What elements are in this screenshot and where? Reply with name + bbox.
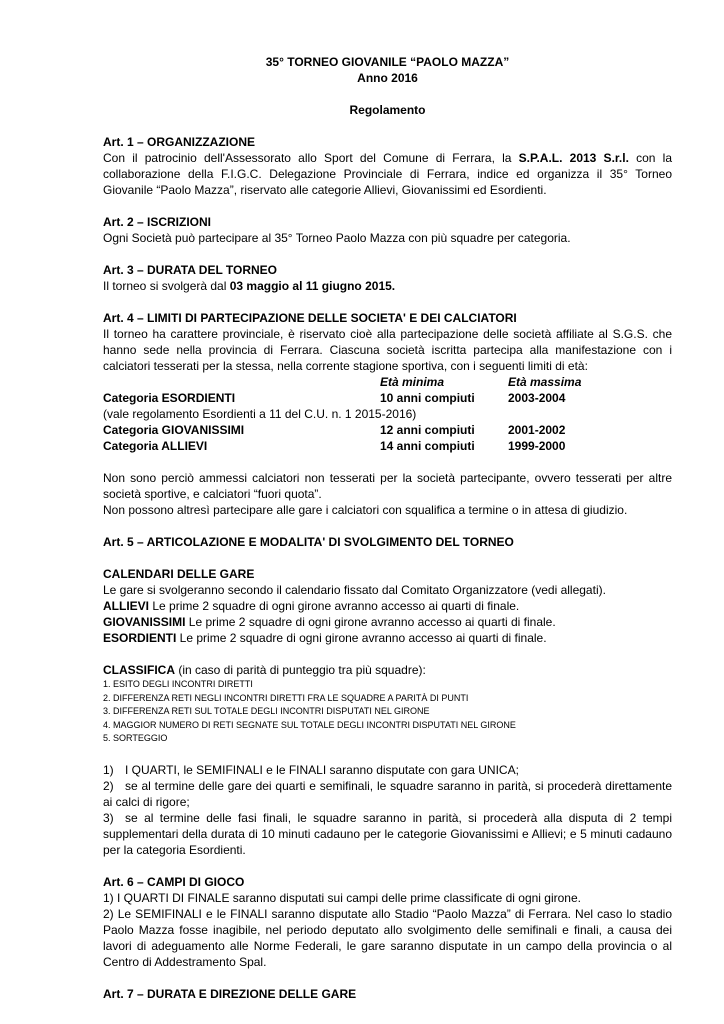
calendar-heading: CALENDARI DELLE GARE (103, 567, 255, 581)
document-year: Anno 2016 (357, 71, 418, 85)
col-min-age: Età minima (380, 375, 445, 389)
art4-exclusion: Non sono perciò ammessi calciatori non tesserati per la società partecipante, ovvero tesserati per altre società sportive, e calciatori “fuori quota”. (103, 471, 672, 501)
art3-text: Il torneo si svolgerà dal 03 maggio al 11 giugno 2015. (103, 279, 396, 293)
ranking-criterion: 4. MAGGIOR NUMERO DI RETI SEGNATE SUL TOTALE DEGLI INCONTRI DISPUTATI NEL GIRONE (103, 719, 516, 730)
age-row-allievi: Categoria ALLIEVI 14 anni compiuti 1999-2000 (103, 439, 566, 453)
ranking-criterion: 1. ESITO DEGLI INCONTRI DIRETTI (103, 679, 253, 689)
art4-heading: Art. 4 – LIMITI DI PARTECIPAZIONE DELLE SOCIETA' E DEI CALCIATORI (103, 311, 517, 325)
art4-suspension: Non possono altresì partecipare alle gare i calciatori con squalifica a termine o in attesa di giudizio. (103, 503, 628, 517)
art2-heading: Art. 2 – ISCRIZIONI (103, 215, 212, 229)
col-max-age: Età massima (508, 375, 582, 389)
age-table-header (103, 374, 672, 390)
ranking-criterion: 5. SORTEGGIO (103, 733, 168, 743)
esordienti-note: (vale regolamento Esordienti a 11 del C.U. n. 1 2015-2016) (103, 407, 417, 421)
art6-heading: Art. 6 – CAMPI DI GIOCO (103, 874, 245, 889)
calendar-text: Le gare si svolgeranno secondo il calendario fissato dal Comitato Organizzatore (vedi allegati). (103, 583, 606, 597)
esordienti-rule: ESORDIENTI Le prime 2 squadre di ogni girone avranno accesso ai quarti di finale. (103, 631, 547, 645)
art6-line-2: 2) Le SEMIFINALI e le FINALI saranno disputate allo Stadio “Paolo Mazza” di Ferrara. Nel caso lo stadio Paolo Mazza fosse inagibile, nel periodo deputato allo svolgimento delle semifinali e finali, a causa dei lavori di adeguamento alle Norme Federali, le gare saranno disputate in un campo della provincia o al Centro di Addestramento Spal. (103, 906, 672, 969)
document-body (103, 54, 672, 1002)
ranking-heading: CLASSIFICA (in caso di parità di punteggio tra più squadre): (103, 663, 426, 677)
rule-2: 2) se al termine delle gare dei quarti e semifinali, le squadre saranno in parità, si procederà direttamente ai calci di rigore; (103, 778, 672, 809)
age-row-esordienti: Categoria ESORDIENTI 10 anni compiuti 2003-2004 (103, 391, 566, 405)
ranking-criterion: 2. DIFFERENZA RETI NEGLI INCONTRI DIRETTI FRA LE SQUADRE A PARITÀ DI PUNTI (103, 692, 469, 703)
document-subtitle: Regolamento (349, 103, 426, 117)
art5-heading: Art. 5 – ARTICOLAZIONE E MODALITA' DI SVOLGIMENTO DEL TORNEO (103, 535, 514, 549)
rule-3: 3) se al termine delle fasi finali, le squadre saranno in parità, si procederà alla disputa di 2 tempi supplementari della durata di 10 minuti cadauno per le categorie Giovanissimi e Allievi; e 5 minuti cadauno per la categoria Esordienti. (103, 810, 672, 857)
art2-text: Ogni Società può partecipare al 35° Torneo Paolo Mazza con più squadre per categoria. (103, 231, 571, 245)
ranking-criterion: 3. DIFFERENZA RETI SUL TOTALE DEGLI INCONTRI DISPUTATI NEL GIRONE (103, 706, 430, 716)
document-title: 35° TORNEO GIOVANILE “PAOLO MAZZA” (265, 55, 510, 69)
art3-heading: Art. 3 – DURATA DEL TORNEO (103, 263, 278, 277)
age-row-giovanissimi: Categoria GIOVANISSIMI 12 anni compiuti 2001-2002 (103, 423, 566, 437)
art1-text: Con il patrocinio dell'Assessorato allo Sport del Comune di Ferrara, la S.P.A.L. 2013 S.r.l. con la collaborazione della F.I.G.C. Delegazione Provinciale di Ferrara, indice ed organizza il 35° Torneo Giovanile “Paolo Mazza”, riservato alle categorie Allievi, Giovanissimi ed Esordienti. (103, 151, 673, 197)
rule-1: 1) I QUARTI, le SEMIFINALI e le FINALI saranno disputate con gara UNICA; (103, 762, 519, 777)
allievi-rule: ALLIEVI Le prime 2 squadre di ogni girone avranno accesso ai quarti di finale. (103, 599, 520, 613)
art4-text: Il torneo ha carattere provinciale, è riservato cioè alla partecipazione delle società affiliate al S.G.S. che hanno sede nella provincia di Ferrara. Ciascuna società iscritta partecipa alla manifestazione con i calciatori tesserati per la stessa, nella corrente stagione sportiva, con i seguenti limiti di età: (103, 327, 672, 373)
giovanissimi-rule: GIOVANISSIMI Le prime 2 squadre di ogni girone avranno accesso ai quarti di finale. (103, 615, 556, 629)
art6-line-1: 1) I QUARTI DI FINALE saranno disputati sui campi delle prime classificate di ogni girone. (103, 890, 581, 905)
art1-heading: Art. 1 – ORGANIZZAZIONE (103, 135, 256, 149)
art7-heading: Art. 7 – DURATA E DIREZIONE DELLE GARE (103, 986, 357, 1001)
